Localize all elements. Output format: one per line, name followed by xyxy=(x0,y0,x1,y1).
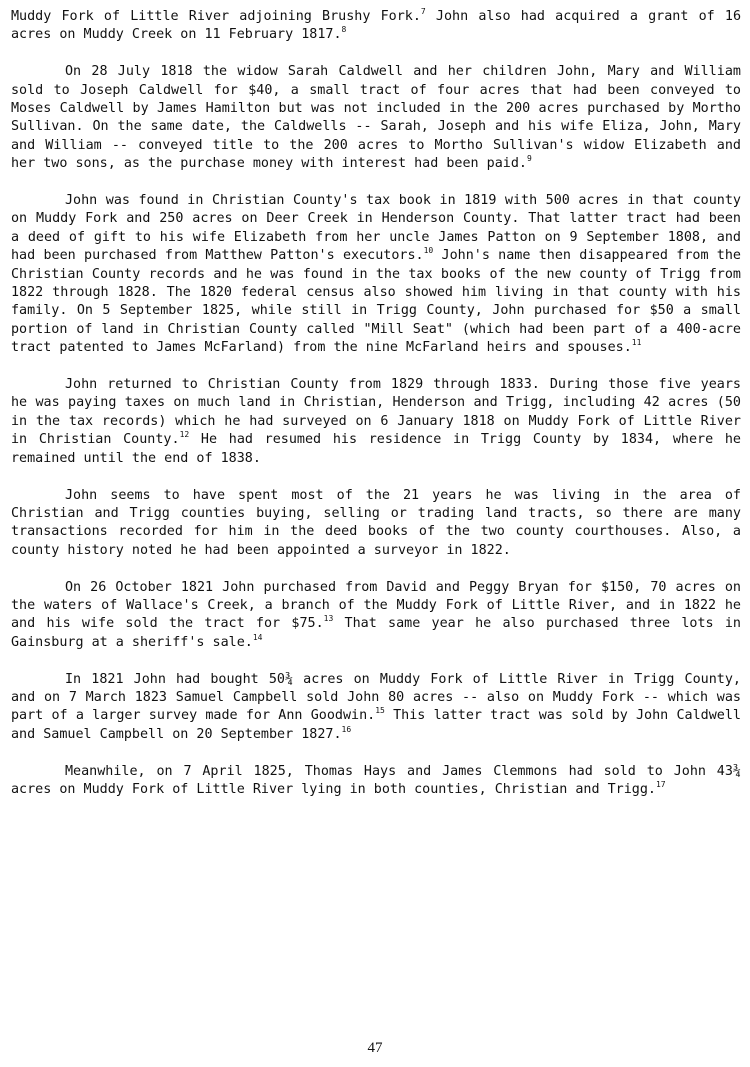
body-text xyxy=(11,8,741,818)
footnote-ref: 16 xyxy=(341,724,352,734)
text-run: John seems to have spent most of the 21 years he was living in the area of Christian and Trigg counties buying, selling or trading land tracts, so there are many transactions recorded for him in the deed books of the two county courthouses. Also, a county history noted he had been appointed a surveyor in 1822. xyxy=(11,487,741,558)
paragraph xyxy=(11,8,741,45)
footnote-ref: 17 xyxy=(655,779,666,789)
footnote-ref: 11 xyxy=(631,338,642,348)
text-run: He had resumed his residence in Trigg County by 1834, where he remained until the end of 1838. xyxy=(11,432,741,466)
text-run: On 26 October 1821 John purchased from David and Peggy Bryan for $150, 70 acres on the waters of Wallace's Creek, a branch of the Muddy Fork of Little River, and in 1822 he and his wife sold the tract for $75. xyxy=(11,579,741,632)
text-run: John also had acquired a grant of 16 acres on Muddy Creek on 11 February 1817. xyxy=(11,9,742,43)
paragraph xyxy=(11,376,741,468)
paragraph xyxy=(11,763,741,800)
footnote-ref: 7 xyxy=(420,7,426,16)
paragraph xyxy=(11,487,741,561)
text-run: Meanwhile, on 7 April 1825, Thomas Hays and James Clemmons had sold to John 43¾ acres on Muddy Fork of Little River lying in both counties, Christian and Trigg. xyxy=(11,763,741,797)
footnote-ref: 15 xyxy=(375,706,385,716)
paragraph xyxy=(11,63,741,173)
text-run: In 1821 John had bought 50¾ acres on Muddy Fork of Little River in Trigg County, and on 7 March 1823 Samuel Campbell sold John 80 acres -- also on Muddy Fork -- which was part of a larger survey made for Ann Goodwin. xyxy=(11,671,741,724)
page-number: 47 xyxy=(367,1040,383,1056)
text-run: Muddy Fork of Little River adjoining Brushy Fork. xyxy=(11,9,421,24)
text-run: John's name then disappeared from the Christian County records and he was found in the tax books of the new county of Trigg from 1822 through 1828. The 1820 federal census also showed him living in that county with his family. On 5 September 1825, while still in Trigg County, John purchased for $50 a small portion of land in Christian County called "Mill Seat" (which had been part of a 400-acre tract patented to James McFarland) from the nine McFarland heirs and spouses. xyxy=(11,248,741,356)
paragraph xyxy=(11,579,741,653)
text-run: John was found in Christian County's tax book in 1819 with 500 acres in that county on Muddy Fork and 250 acres on Deer Creek in Henderson County. That latter tract had been a deed of gift to his wife Elizabeth from her uncle James Patton on 9 September 1808, and had been purchased from Matthew Patton's executors. xyxy=(11,193,741,264)
footnote-ref: 9 xyxy=(526,154,532,164)
footnote-ref: 13 xyxy=(323,614,334,624)
paragraph xyxy=(11,192,741,358)
text-run: John returned to Christian County from 1829 through 1833. During those five years he was paying taxes on much land in Christian, Henderson and Trigg, including 42 acres (50 in the tax records) which he had surveyed on 6 January 1818 on Muddy Fork of Little River in Christian County. xyxy=(11,377,741,448)
footnote-ref: 10 xyxy=(423,246,434,256)
footnote-ref: 8 xyxy=(341,25,347,35)
text-run: This latter tract was sold by John Caldwell and Samuel Campbell on 20 September 1827. xyxy=(11,708,741,742)
text-run: That same year he also purchased three lots in Gainsburg at a sheriff's sale. xyxy=(11,616,741,650)
footnote-ref: 12 xyxy=(179,430,190,440)
footnote-ref: 14 xyxy=(252,632,263,642)
text-run: On 28 July 1818 the widow Sarah Caldwell and her children John, Mary and William sold to Joseph Caldwell for $40, a small tract of four acres that had been conveyed to Moses Caldwell by James Hamilton but was not included in the 200 acres purchased by Mortho Sullivan. On the same date, the Caldwells -- Sarah, Joseph and his wife Eliza, John, Mary and William -- conveyed title to the 200 acres to Mortho Sullivan's widow Elizabeth and her two sons, as the purchase money with interest had been paid. xyxy=(11,64,741,172)
paragraph xyxy=(11,671,741,745)
